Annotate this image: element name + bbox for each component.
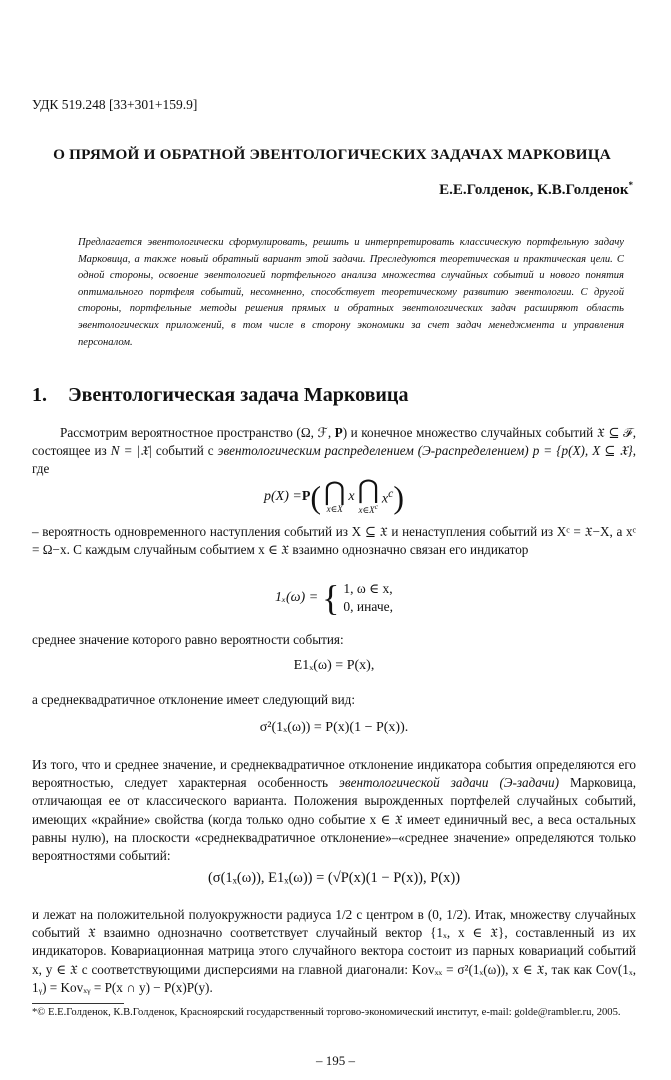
eq1-intersection-2: ⋂ $x\in X^c$ [357,475,379,515]
p5-text-c: Марковица, отличающая ее от классического варианта. Положения вырожденных портфелей случайных событий, имеющих «крайние» свойства (когда только одно событие x ∈ 𝔛 имеет единичный вес, а веса остальных равны нулю), на плоскости «среднеквадратичное отклонение»–«среднее значение» определяются только вероятностями событий: [32,775,637,864]
footnote-mark: * [628,180,633,190]
abstract: Предлагается эвентологически сформулировать, решить и интерпретировать классическую портфельную задачу Марковица, а также новый обратный вариант этой задачи. Преследуются теоретическая и практическая цели. С одной стороны, освоение эвентологией портфельного анализа множества случайных событий и нового понятия оптимального портфеля событий, несомненно, способствует теоретическому развитию эвентологии. С другой стороны, портфельные методы решения прямых и обратных эвентологических задач расширяют область эвентологических приложений, в том числе в сторону экономики за счет задач менеджмента и управления персоналом. [78,237,624,348]
paragraph-6: и лежат на положительной полуокружности радиуса 1/2 с центром в (0, 1/2). Итак, множеству случайных событий 𝔛 взаимно однозначно соответствует случайный вектор {1ₓ, x ∈ 𝔛}, составленный из их индикаторов. Ковариационная матрица этого случайного вектора состоит из парных ковариаций событий x, y ∈ 𝔛 с соответствующими дисперсиями на главной диагонали: Kovₓₓ = σ²(1ₓ(ω)), x ∈ 𝔛, так как Cov(1ₓ, 1ᵧ) = Kovₓᵧ = P(x ∩ y) − P(x)P(y). [32,907,636,995]
udk-code: УДК 519.248 [33+301+159.9] [32,97,198,112]
paragraph-3: среднее значение которого равно вероятности события: [32,632,344,647]
p1-text-g: , где [32,443,637,477]
eq2-row-2: 0, иначе, [343,599,393,614]
p1-text-a: Рассмотрим вероятностное пространство (Ω, ℱ, [60,425,335,440]
eq2-row-1: 1, ω ∈ x, [343,581,393,596]
eq1-x: x [348,489,355,504]
section-title: Эвентологическая задача Марковица [68,384,409,406]
p5-text-a: Из того, что и среднее значение, и среднеквадратичное отклонение индикатора события определяются его вероятностью, следует характерная особенность [32,757,636,791]
p1-distribution: p = {p(X), X ⊆ 𝔛} [532,443,633,459]
section-heading [32,384,408,407]
authors [439,180,633,199]
eq1-lhs: p(X) = [264,489,302,504]
footnote: *© Е.Е.Голденок, К.В.Голденок, Красноярский государственный торгово-экономический институт, e-mail: golde@rambler.ru, 2005. [32,1007,621,1018]
p1-prob-symbol: P [334,425,343,440]
paper-title: О ПРЯМОЙ И ОБРАТНОЙ ЭВЕНТОЛОГИЧЕСКИХ ЗАДАЧАХ МАРКОВИЦА [53,146,611,163]
footnote-rule [32,1003,124,1004]
p1-text-b: ) и конечное множество случайных событий 𝔛 ⊆ ℱ, состоящее из [32,425,636,459]
authors-names: Е.Е.Голденок, К.В.Голденок [439,182,629,198]
paragraph-2: – вероятность одновременного наступления событий из X ⊆ 𝔛 и ненаступления событий из Xᶜ = 𝔛−X, а xᶜ = Ω−x. С каждым случайным событием x ∈ 𝔛 взаимно однозначно связан его индикатор [32,524,636,558]
equation-5: (σ(1ₓ(ω)), E1ₓ(ω)) = (√P(x)(1 − P(x)), P(x)) [207,870,461,886]
eq2-lhs: 1ₓ(ω) = [275,590,319,605]
equation-4: σ²(1ₓ(ω)) = P(x)(1 − P(x)). [259,720,409,735]
equation-1 [32,475,636,516]
p1-text-d: событий с [151,443,218,459]
eq2-brace: { [322,578,340,618]
p5-term: эвентологической задачи (Э-задачи) [339,775,559,791]
paragraph-5 [32,756,636,865]
p1-cardinality: N = |𝔛| [110,443,152,459]
eq1-intersection-1: ⋂ x∈X [324,476,346,514]
p1-term: эвентологическим распределением (Э-распределением) [217,443,529,459]
eq1-paren-left: ( [310,479,322,515]
eq1-xc: $x^c$ [381,486,394,507]
section-number: 1. [32,384,47,406]
equation-2 [32,580,636,616]
eq1-paren-right: ) [393,479,404,515]
paragraph-4: а среднеквадратичное отклонение имеет следующий вид: [32,692,356,707]
equation-3: E1ₓ(ω) = P(x), [293,658,375,673]
eq1-P: P [301,489,311,504]
page-number: – 195 – [316,1053,355,1068]
paragraph-1 [32,424,636,479]
